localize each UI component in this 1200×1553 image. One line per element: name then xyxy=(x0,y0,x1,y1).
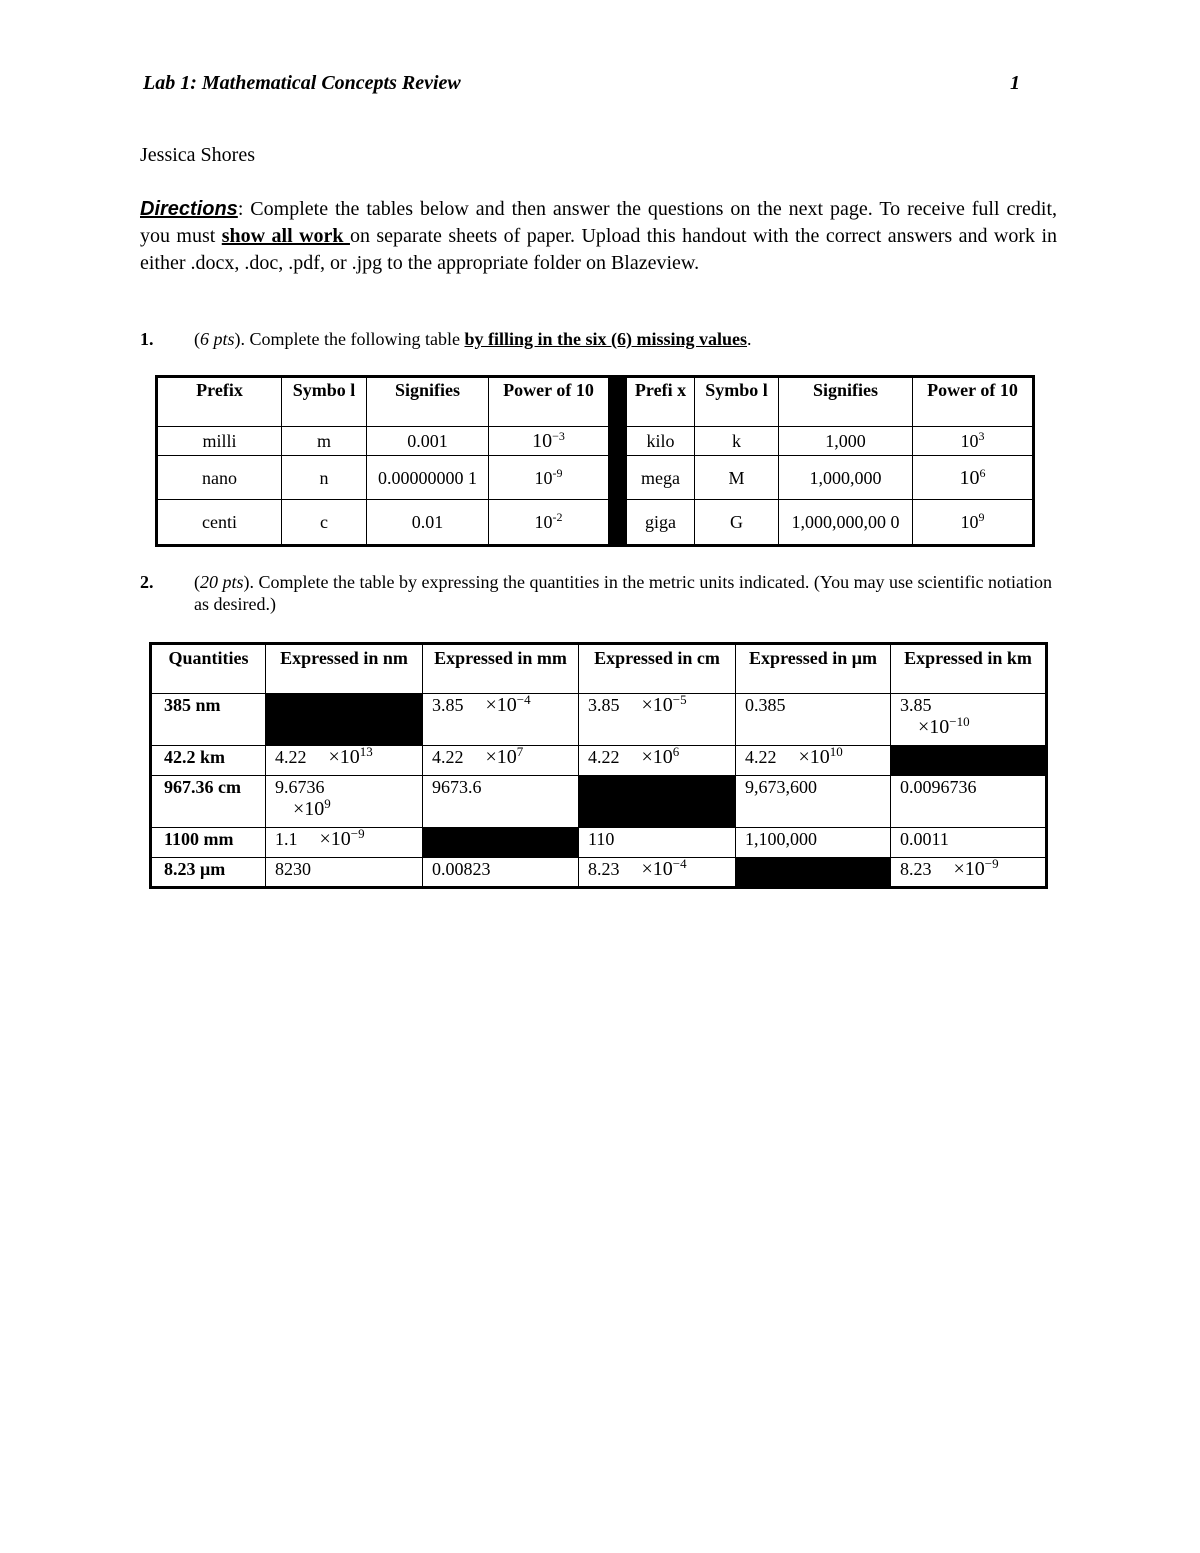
quantity-cell: 8.23 μm xyxy=(151,858,266,888)
exponent: 7 xyxy=(516,744,524,759)
directions-text-after: on separate sheets of paper. Upload this handout with the correct answers and work in either .docx, .doc, .pdf, or .jpg to the appropriate folder on Blazeview. xyxy=(140,225,1058,274)
exponent: −10 xyxy=(949,714,970,729)
table-row xyxy=(151,694,1047,746)
quantity-cell: 967.36 cm xyxy=(151,776,266,828)
power-exponent: -9 xyxy=(552,465,563,480)
prefix-cell: mega xyxy=(627,456,695,500)
mantissa: 4.22 xyxy=(745,747,777,767)
ten: 10 xyxy=(809,746,830,768)
power-base: 10 xyxy=(959,466,980,489)
symbol-cell: k xyxy=(695,427,779,456)
q1-text: ). Complete the following table xyxy=(234,329,465,349)
signifies-cell: 1,000,000,00 0 xyxy=(779,500,913,546)
value-cell: 0.0011 xyxy=(891,828,1047,858)
mantissa: 3.85 xyxy=(588,695,620,715)
value-cell xyxy=(579,694,736,746)
quantity-cell: 42.2 km xyxy=(151,746,266,776)
value-cell xyxy=(266,746,423,776)
column-header: Signifies xyxy=(779,377,913,427)
directions-label: Directions xyxy=(140,198,238,220)
ten: 10 xyxy=(496,746,517,768)
value-cell xyxy=(579,746,736,776)
question-2 xyxy=(140,571,1060,619)
ten: 10 xyxy=(652,746,673,768)
column-header: Power of 10 xyxy=(913,377,1034,427)
value-cell xyxy=(266,776,423,828)
times-sign: × xyxy=(641,858,653,880)
exponent: −5 xyxy=(672,692,687,707)
table-separator xyxy=(609,377,627,427)
power-base: 10 xyxy=(532,430,553,452)
symbol-cell: c xyxy=(282,500,367,546)
power-exponent: 9 xyxy=(978,510,985,524)
value-cell: 9673.6 xyxy=(423,776,579,828)
column-header: Expressed in cm xyxy=(579,644,736,694)
signifies-cell: 1,000,000 xyxy=(779,456,913,500)
q2-points: 20 pts xyxy=(200,572,244,592)
table-row xyxy=(157,456,1034,500)
power-cell xyxy=(913,456,1034,500)
value-cell: 110 xyxy=(579,828,736,858)
times-sign: × xyxy=(953,858,965,880)
question-2-number: 2. xyxy=(140,572,154,592)
power-base: 10 xyxy=(960,431,979,451)
prefix-cell: centi xyxy=(157,500,282,546)
power-base: 10 xyxy=(960,512,979,532)
power-exponent: 6 xyxy=(979,465,986,480)
ten: 10 xyxy=(330,828,351,850)
signifies-cell: 0.00000000 1 xyxy=(367,456,489,500)
times-sign: × xyxy=(918,716,930,738)
conversion-table-header xyxy=(151,644,1047,694)
directions-paragraph xyxy=(140,196,1057,277)
prefix-table xyxy=(155,375,1035,547)
author-name: Jessica Shores xyxy=(140,144,255,166)
blank-cell xyxy=(423,828,579,858)
power-base: 10 xyxy=(534,467,553,488)
mantissa: 8.23 xyxy=(588,859,620,879)
mantissa: 4.22 xyxy=(432,747,464,767)
times-sign: × xyxy=(485,694,497,716)
mantissa: 9.6736 xyxy=(275,777,325,797)
question-1-text xyxy=(194,328,752,350)
power-exponent: 3 xyxy=(978,429,985,443)
table-separator xyxy=(609,456,627,500)
value-cell xyxy=(423,694,579,746)
prefix-cell: kilo xyxy=(627,427,695,456)
signifies-cell: 1,000 xyxy=(779,427,913,456)
column-header: Prefi x xyxy=(627,377,695,427)
value-cell xyxy=(891,694,1047,746)
times-sign: × xyxy=(328,746,340,768)
times-sign: × xyxy=(798,746,810,768)
exponent: −4 xyxy=(516,692,531,707)
mantissa: 4.22 xyxy=(275,747,307,767)
table-row xyxy=(157,427,1034,456)
value-cell: 0.0096736 xyxy=(891,776,1047,828)
column-header: Signifies xyxy=(367,377,489,427)
q2-text: ). Complete the table by expressing the quantities in the metric units indicated. (You may use scientific notiation as desired.) xyxy=(194,572,1053,614)
column-header: Expressed in nm xyxy=(266,644,423,694)
table-row xyxy=(151,776,1047,828)
symbol-cell: m xyxy=(282,427,367,456)
times-sign: × xyxy=(319,828,331,850)
q1-points: 6 pts xyxy=(200,329,235,349)
value-cell: 0.00823 xyxy=(423,858,579,888)
power-cell xyxy=(489,427,609,456)
q1-emphasis: by filling in the six (6) missing values xyxy=(464,329,748,349)
value-cell xyxy=(423,746,579,776)
blank-cell xyxy=(736,858,891,888)
symbol-cell: G xyxy=(695,500,779,546)
table-row xyxy=(151,746,1047,776)
value-cell xyxy=(266,828,423,858)
table-separator xyxy=(609,427,627,456)
blank-cell xyxy=(266,694,423,746)
times-sign: × xyxy=(485,746,497,768)
question-2-text xyxy=(194,571,1060,615)
blank-cell xyxy=(891,746,1047,776)
mantissa: 1.1 xyxy=(275,829,298,849)
column-header: Prefix xyxy=(157,377,282,427)
exponent: 13 xyxy=(359,744,373,759)
column-header: Symbo l xyxy=(695,377,779,427)
prefix-cell: nano xyxy=(157,456,282,500)
ten: 10 xyxy=(496,694,517,716)
times-sign: × xyxy=(641,746,653,768)
value-cell xyxy=(736,746,891,776)
column-header: Expressed in km xyxy=(891,644,1047,694)
value-cell: 0.385 xyxy=(736,694,891,746)
mantissa: 4.22 xyxy=(588,747,620,767)
table-row xyxy=(151,828,1047,858)
table-separator xyxy=(609,500,627,546)
directions-text-before: : Complete the tables below and then answer the questions on the next page. To receive full credit, you must xyxy=(140,198,1057,247)
exponent: −9 xyxy=(350,826,365,841)
value-cell: 1,100,000 xyxy=(736,828,891,858)
mantissa: 3.85 xyxy=(900,695,932,715)
value-cell: 9,673,600 xyxy=(736,776,891,828)
power-cell xyxy=(489,456,609,500)
ten: 10 xyxy=(652,694,673,716)
prefix-cell: milli xyxy=(157,427,282,456)
question-1 xyxy=(140,328,1060,352)
power-exponent: −3 xyxy=(552,429,565,443)
symbol-cell: M xyxy=(695,456,779,500)
ten: 10 xyxy=(652,858,673,880)
value-cell xyxy=(891,858,1047,888)
signifies-cell: 0.01 xyxy=(367,500,489,546)
ten: 10 xyxy=(929,716,950,738)
value-cell: 8230 xyxy=(266,858,423,888)
q2-paren: ( xyxy=(194,572,200,592)
exponent: −9 xyxy=(984,856,999,871)
exponent: −4 xyxy=(672,856,687,871)
power-cell xyxy=(913,427,1034,456)
document-title: Lab 1: Mathematical Concepts Review xyxy=(143,72,461,94)
prefix-table-header xyxy=(157,377,1034,427)
quantity-cell: 385 nm xyxy=(151,694,266,746)
mantissa: 8.23 xyxy=(900,859,932,879)
exponent: 10 xyxy=(829,744,843,759)
power-cell xyxy=(913,500,1034,546)
column-header: Quantities xyxy=(151,644,266,694)
times-sign: × xyxy=(641,694,653,716)
column-header: Symbo l xyxy=(282,377,367,427)
symbol-cell: n xyxy=(282,456,367,500)
power-cell xyxy=(489,500,609,546)
prefix-cell: giga xyxy=(627,500,695,546)
ten: 10 xyxy=(339,746,360,768)
ten: 10 xyxy=(964,858,985,880)
column-header: Expressed in μm xyxy=(736,644,891,694)
blank-cell xyxy=(579,776,736,828)
mantissa: 3.85 xyxy=(432,695,464,715)
conversion-table xyxy=(149,642,1048,889)
question-1-number: 1. xyxy=(140,329,154,349)
column-header: Power of 10 xyxy=(489,377,609,427)
table-row xyxy=(151,858,1047,888)
value-cell xyxy=(579,858,736,888)
times-sign: × xyxy=(293,798,305,820)
q1-paren: ( xyxy=(194,329,200,349)
power-exponent: -2 xyxy=(552,510,563,524)
ten: 10 xyxy=(304,798,325,820)
quantity-cell: 1100 mm xyxy=(151,828,266,858)
exponent: 6 xyxy=(672,744,680,759)
q1-end: . xyxy=(747,329,752,349)
page-number: 1 xyxy=(1010,72,1020,94)
directions-emphasis: show all work xyxy=(221,225,350,247)
column-header: Expressed in mm xyxy=(423,644,579,694)
exponent: 9 xyxy=(324,796,331,811)
power-base: 10 xyxy=(534,512,553,532)
signifies-cell: 0.001 xyxy=(367,427,489,456)
table-row xyxy=(157,500,1034,546)
